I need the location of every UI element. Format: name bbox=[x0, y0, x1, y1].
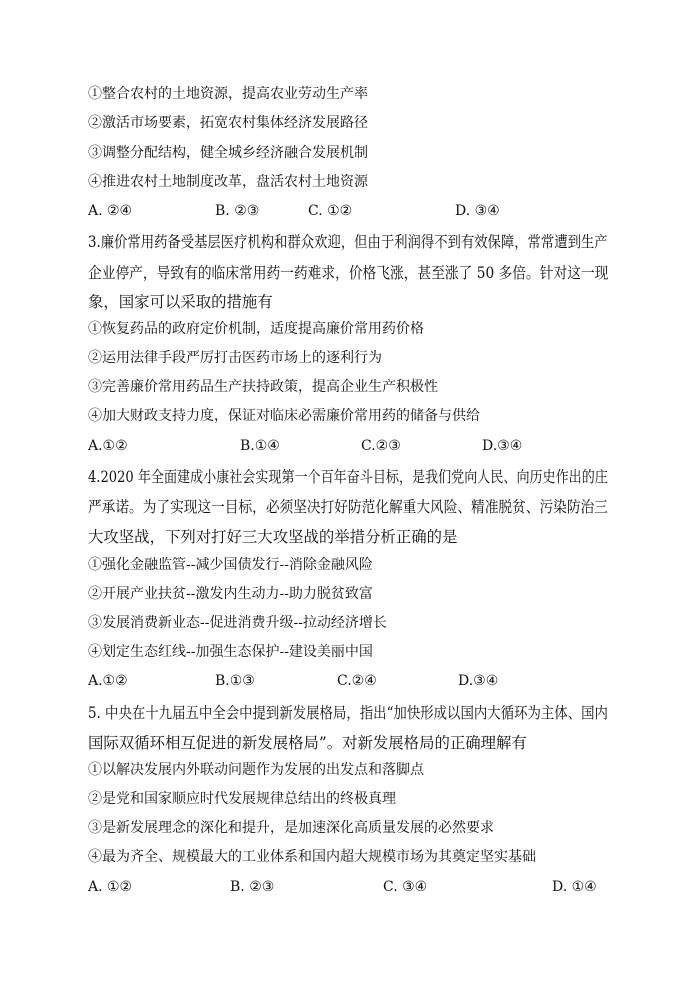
q2-option-c: C. ①② bbox=[308, 203, 353, 219]
q2-item-1: ①整合农村的土地资源，提高农业劳动生产率 bbox=[88, 86, 368, 102]
q4-item-2: ②开展产业扶贫--激发内生动力--助力脱贫致富 bbox=[88, 586, 373, 602]
q3-option-a: A.①② bbox=[88, 438, 128, 454]
q2-item-4: ④推进农村土地制度改革，盘活农村土地资源 bbox=[88, 174, 368, 190]
q5-stem-line-1: 5. 中央在十九届五中全会中提到新发展格局，指出“加快形成以国内大循环为主体、国内 bbox=[88, 704, 608, 722]
q3-stem-line-1: 3.廉价常用药备受基层医疗机构和群众欢迎，但由于利润得不到有效保障，常常遭到生产 bbox=[88, 233, 608, 251]
q2-option-b: B. ②③ bbox=[215, 203, 260, 219]
q5-stem-line-2: 国际双循环相互促进的新发展格局”。对新发展格局的正确理解有 bbox=[88, 734, 527, 752]
q4-item-1: ①强化金融监管--减少国债发行--消除金融风险 bbox=[88, 557, 373, 573]
q4-item-3: ③发展消费新业态--促进消费升级--拉动经济增长 bbox=[88, 615, 387, 631]
q2-item-2: ②激活市场要素，拓宽农村集体经济发展路径 bbox=[88, 115, 368, 131]
q2-option-a: A. ②④ bbox=[88, 203, 133, 219]
q4-option-b: B.①③ bbox=[215, 673, 255, 689]
q4-option-c: C.②④ bbox=[337, 673, 377, 689]
q3-stem-line-2: 企业停产，导致有的临床常用药一药难求，价格飞涨，甚至涨了 50 多倍。针对这一现 bbox=[88, 264, 609, 282]
q5-option-c: C. ③④ bbox=[383, 879, 428, 895]
q4-item-4: ④划定生态红线--加强生态保护--建设美丽中国 bbox=[88, 644, 373, 660]
q4-option-a: A.①② bbox=[88, 673, 128, 689]
q3-option-c: C.②③ bbox=[361, 438, 401, 454]
q3-item-3: ③完善廉价常用药品生产扶持政策，提高企业生产积极性 bbox=[88, 379, 438, 395]
q4-stem-line-1: 4.2020 年全面建成小康社会实现第一个百年奋斗目标，是我们党向人民、向历史作出的庄 bbox=[88, 468, 608, 486]
q5-option-d: D. ①④ bbox=[552, 879, 597, 895]
q3-item-4: ④加大财政支持力度，保证对临床必需廉价常用药的储备与供给 bbox=[88, 408, 480, 424]
q4-stem-line-2: 严承诺。为了实现这一目标，必须坚决打好防范化解重大风险、精准脱贫、污染防治三 bbox=[88, 498, 608, 516]
q3-stem-line-3: 象，国家可以采取的措施有 bbox=[88, 293, 273, 311]
q5-item-2: ②是党和国家顺应时代发展规律总结出的终极真理 bbox=[88, 791, 396, 807]
q5-option-b: B. ②③ bbox=[230, 879, 275, 895]
q4-stem-line-3: 大攻坚战，下列对打好三大攻坚战的举措分析正确的是 bbox=[88, 528, 458, 546]
q2-option-d: D. ③④ bbox=[455, 203, 500, 219]
q5-item-3: ③是新发展理念的深化和提升，是加速深化高质量发展的必然要求 bbox=[88, 820, 494, 836]
q4-option-d: D.③④ bbox=[458, 673, 499, 689]
q5-item-4: ④最为齐全、规模最大的工业体系和国内超大规模市场为其奠定坚实基础 bbox=[88, 849, 536, 865]
q5-item-1: ①以解决发展内外联动问题作为发展的出发点和落脚点 bbox=[88, 762, 424, 778]
q2-item-3: ③调整分配结构，健全城乡经济融合发展机制 bbox=[88, 145, 368, 161]
q3-option-d: D.③④ bbox=[482, 438, 523, 454]
q3-option-b: B.①④ bbox=[240, 438, 280, 454]
q3-item-2: ②运用法律手段严厉打击医药市场上的逐利行为 bbox=[88, 350, 382, 366]
q5-option-a: A. ①② bbox=[88, 879, 133, 895]
q3-item-1: ①恢复药品的政府定价机制，适度提高廉价常用药价格 bbox=[88, 321, 424, 337]
